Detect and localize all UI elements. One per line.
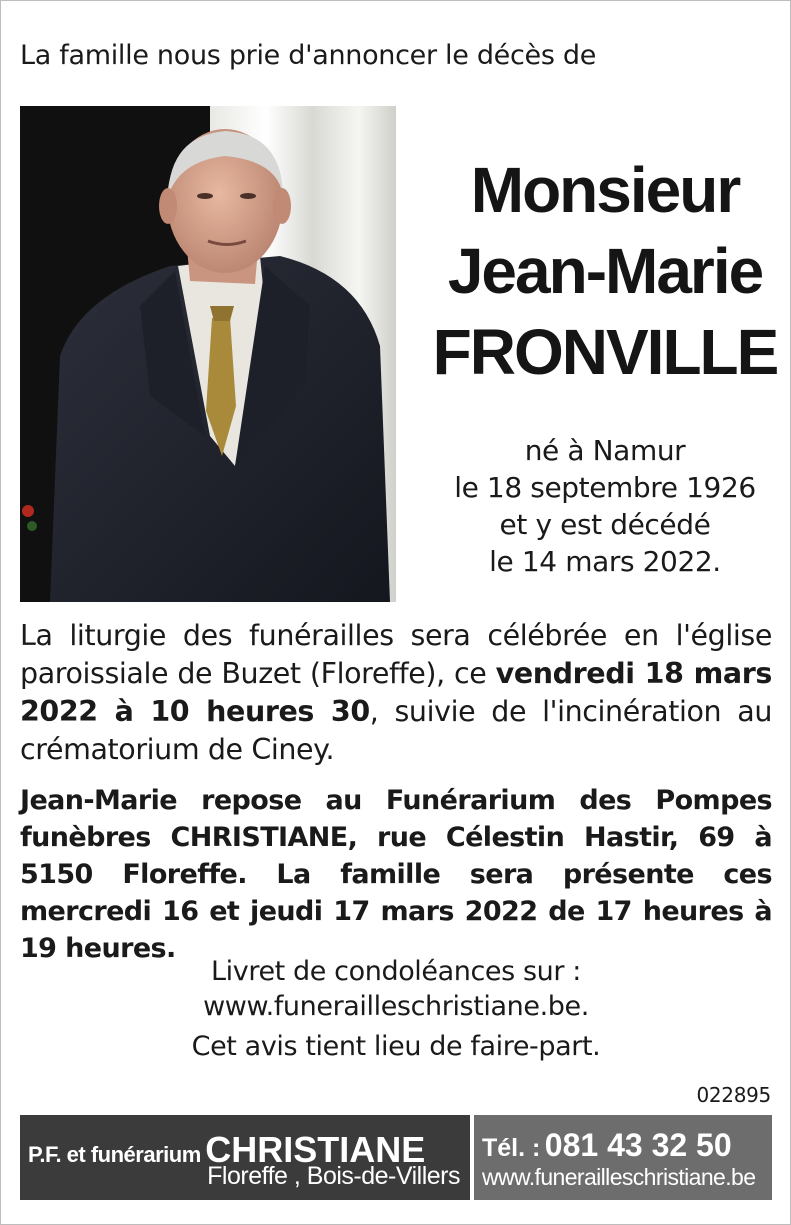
condolences-label: Livret de condoléances sur :	[211, 956, 581, 987]
liturgy-text-end: , suivie de l'incinération au crématorium de Ciney.	[20, 695, 772, 766]
condolences-url[interactable]: www.funerailleschristiane.be.	[203, 991, 589, 1022]
phone-number[interactable]: 081 43 32 50	[544, 1127, 732, 1163]
deceased-first-name: Jean-Marie	[447, 235, 763, 307]
phone-line	[482, 1127, 732, 1164]
faire-part-notice: Cet avis tient lieu de faire-part.	[191, 1031, 601, 1062]
liturgy-date-time: vendredi 18 mars 2022 à 10 heures 30	[20, 657, 772, 728]
phone-label: Tél. :	[482, 1134, 541, 1162]
company-prefix: P.F. et funérarium	[28, 1142, 201, 1167]
liturgy-paragraph	[20, 617, 772, 769]
deceased-last-name: FRONVILLE	[432, 316, 778, 388]
birth-place: né à Namur	[524, 434, 686, 467]
birth-death-info	[410, 432, 791, 580]
deceased-title: Monsieur	[470, 154, 740, 226]
deceased-name	[410, 150, 791, 393]
footer-company-panel	[20, 1115, 470, 1200]
footer-banner	[20, 1115, 772, 1200]
death-date: le 14 mars 2022.	[489, 545, 721, 578]
liturgy-text-start: La liturgie des funérailles sera célébrée en l'église paroissiale de Buzet (Floreffe), ce	[20, 619, 772, 690]
reference-number: 022895	[696, 1083, 771, 1107]
death-place: et y est décédé	[499, 508, 711, 541]
footer-website[interactable]: www.funerailleschristiane.be	[482, 1164, 756, 1190]
company-locations: Floreffe , Bois-de-Villers	[207, 1162, 460, 1190]
intro-text: La famille nous prie d'annoncer le décès de	[20, 40, 597, 71]
birth-date: le 18 septembre 1926	[454, 471, 756, 504]
repose-paragraph: Jean-Marie repose au Funérarium des Pompes funèbres CHRISTIANE, rue Célestin Hastir, 69 à 5150 Floreffe. La famille sera présente ces mercredi 16 et jeudi 17 mars 2022 de 17 heures à 19 heures.	[20, 785, 772, 964]
condolences-block	[20, 954, 772, 1024]
company-name: CHRISTIANE	[205, 1129, 426, 1170]
footer-contact-panel	[474, 1115, 772, 1200]
portrait-photo	[20, 106, 396, 602]
